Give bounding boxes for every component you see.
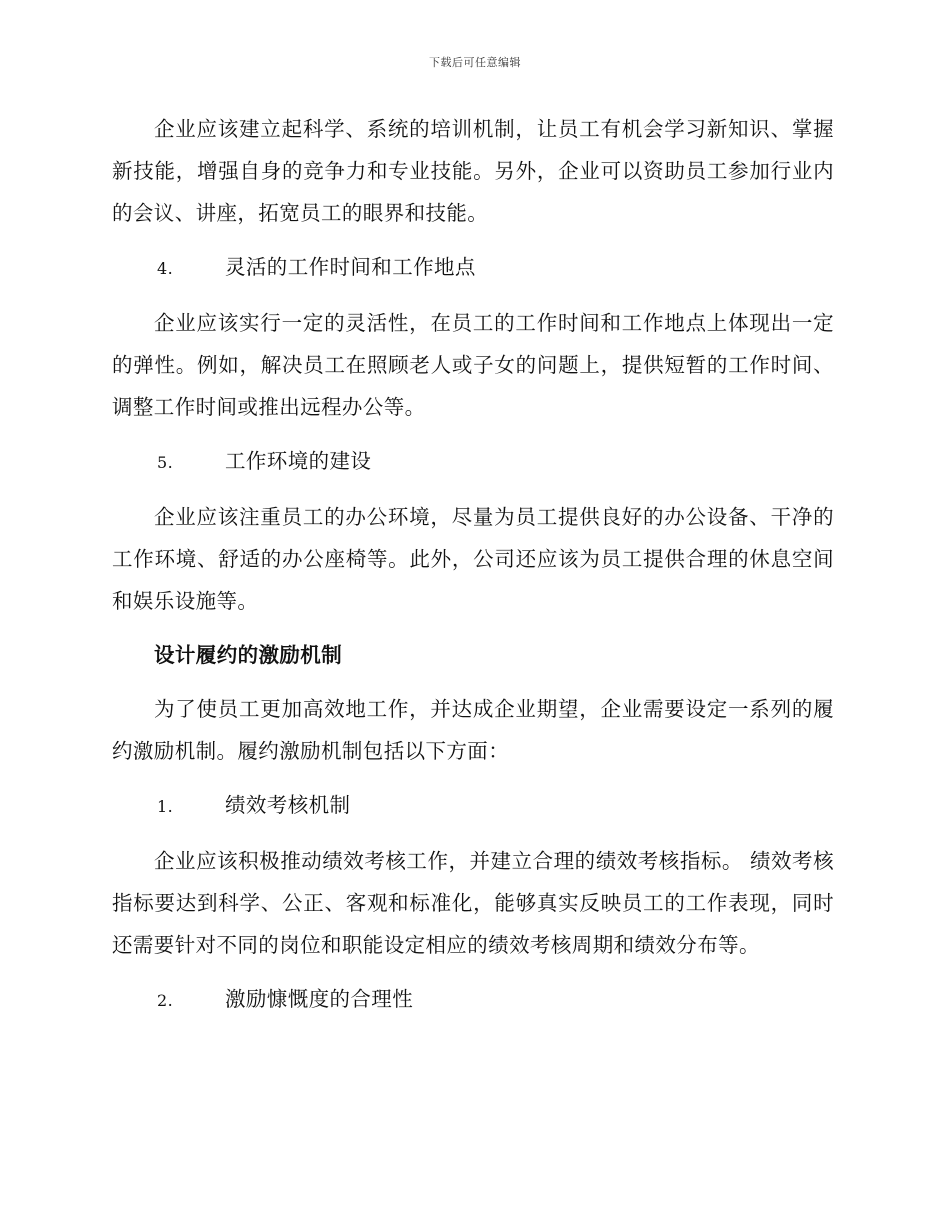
list-item-number: 1.	[157, 797, 174, 816]
list-item-title: 绩效考核机制	[225, 793, 351, 817]
list-item-number: 2.	[157, 991, 174, 1010]
list-item-title: 灵活的工作时间和工作地点	[225, 255, 476, 279]
page-header: 下载后可任意编辑	[429, 56, 521, 69]
document-body	[112, 108, 834, 1034]
list-item-flexible-hours	[112, 246, 834, 290]
list-item-number: 5.	[157, 453, 174, 472]
list-item-title: 工作环境的建设	[225, 449, 372, 473]
list-item-number: 4.	[157, 259, 174, 278]
list-item-performance	[112, 784, 834, 828]
paragraph-incentive-intro: 为了使员工更加高效地工作，并达成企业期望，企业需要设定一系列的履约激励机制。履约激励机制包括以下方面：	[112, 697, 834, 763]
paragraph-performance: 企业应该积极推动绩效考核工作，并建立合理的绩效考核指标。 绩效考核指标要达到科学、公正、客观和标准化，能够真实反映员工的工作表现，同时还需要针对不同的岗位和职能设定相应的绩效考核周期和绩效分布等。	[112, 849, 834, 957]
paragraph-flexibility: 企业应该实行一定的灵活性，在员工的工作时间和工作地点上体现出一定的弹性。例如，解决员工在照顾老人或子女的问题上，提供短暂的工作时间、调整工作时间或推出远程办公等。	[112, 311, 834, 419]
list-item-incentive-generosity	[112, 978, 834, 1022]
paragraph-environment: 企业应该注重员工的办公环境，尽量为员工提供良好的办公设备、干净的工作环境、舒适的办公座椅等。此外，公司还应该为员工提供合理的休息空间和娱乐设施等。	[112, 505, 834, 613]
paragraph-training: 企业应该建立起科学、系统的培训机制，让员工有机会学习新知识、掌握新技能，增强自身的竞争力和专业技能。另外，企业可以资助员工参加行业内的会议、讲座，拓宽员工的眼界和技能。	[112, 117, 834, 225]
section-heading: 设计履约的激励机制	[154, 643, 343, 667]
list-item-work-environment	[112, 440, 834, 484]
list-item-title: 激励慷慨度的合理性	[225, 987, 414, 1011]
